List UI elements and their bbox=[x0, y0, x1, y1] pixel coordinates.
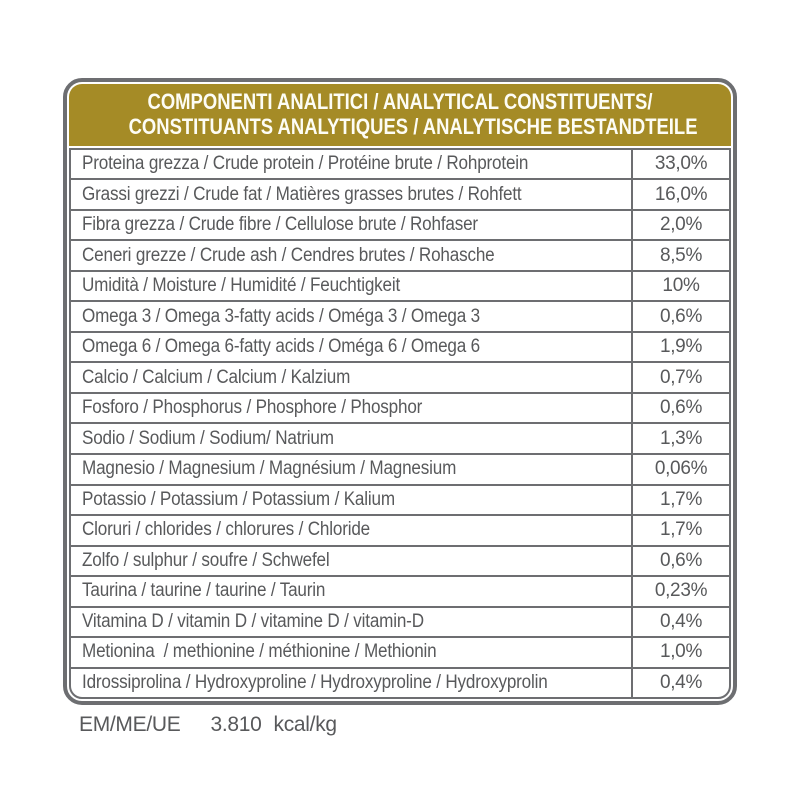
energy-label: EM/ME/UE bbox=[79, 713, 181, 736]
row-label-text: Sodio / Sodium / Sodium/ Natrium bbox=[82, 427, 334, 449]
row-label bbox=[71, 150, 631, 179]
row-label-text: Idrossiprolina / Hydroxyproline / Hydroxyproline / Hydroxyprolin bbox=[82, 671, 548, 693]
row-label bbox=[71, 577, 631, 606]
row-label bbox=[71, 516, 631, 545]
table-row bbox=[71, 606, 729, 637]
row-label-text: Omega 6 / Omega 6-fatty acids / Oméga 6 / Omega 6 bbox=[82, 336, 480, 358]
row-label bbox=[71, 638, 631, 667]
row-value: 0,23% bbox=[631, 577, 729, 606]
energy-line bbox=[79, 713, 337, 737]
table-row bbox=[71, 575, 729, 606]
row-label-text: Taurina / taurine / taurine / Taurin bbox=[82, 580, 326, 602]
table-title-line-2: CONSTITUANTS ANALYTIQUES / ANALYTISCHE BESTANDTEILE bbox=[128, 114, 698, 140]
energy-unit: kcal/kg bbox=[273, 713, 337, 736]
table-row bbox=[71, 150, 729, 179]
row-value: 1,9% bbox=[631, 333, 729, 362]
row-value: 10% bbox=[631, 272, 729, 301]
table-row bbox=[71, 545, 729, 576]
row-value: 1,0% bbox=[631, 638, 729, 667]
table-row bbox=[71, 484, 729, 515]
row-label-text: Proteina grezza / Crude protein / Protéine brute / Rohprotein bbox=[82, 153, 529, 175]
row-label bbox=[71, 424, 631, 453]
analytical-constituents-panel bbox=[63, 78, 737, 705]
row-value: 33,0% bbox=[631, 150, 729, 179]
row-label-text: Magnesio / Magnesium / Magnésium / Magnesium bbox=[82, 458, 457, 480]
table-row bbox=[71, 209, 729, 240]
row-label bbox=[71, 211, 631, 240]
row-value: 0,4% bbox=[631, 669, 729, 698]
energy-value: 3.810 bbox=[210, 713, 262, 736]
row-label-text: Cloruri / chlorides / chlorures / Chloride bbox=[82, 519, 370, 541]
row-value: 1,3% bbox=[631, 424, 729, 453]
row-label bbox=[71, 394, 631, 423]
row-label-text: Grassi grezzi / Crude fat / Matières grasses brutes / Rohfett bbox=[82, 183, 522, 205]
row-value: 0,6% bbox=[631, 394, 729, 423]
row-label-text: Ceneri grezze / Crude ash / Cendres brutes / Rohasche bbox=[82, 244, 495, 266]
table-row bbox=[71, 667, 729, 698]
table-row bbox=[71, 178, 729, 209]
table-row bbox=[71, 422, 729, 453]
table-row bbox=[71, 239, 729, 270]
table-row bbox=[71, 392, 729, 423]
table-row bbox=[71, 331, 729, 362]
table-row bbox=[71, 514, 729, 545]
row-label-text: Metionina / methionine / méthionine / Methionin bbox=[82, 641, 437, 663]
row-label bbox=[71, 333, 631, 362]
row-label-text: Omega 3 / Omega 3-fatty acids / Oméga 3 / Omega 3 bbox=[82, 305, 480, 327]
row-label bbox=[71, 241, 631, 270]
row-label-text: Fibra grezza / Crude fibre / Cellulose brute / Rohfaser bbox=[82, 214, 478, 236]
row-label bbox=[71, 302, 631, 331]
row-label bbox=[71, 669, 631, 698]
row-label-text: Fosforo / Phosphorus / Phosphore / Phosphor bbox=[82, 397, 423, 419]
row-value: 2,0% bbox=[631, 211, 729, 240]
row-label bbox=[71, 455, 631, 484]
row-value: 0,06% bbox=[631, 455, 729, 484]
row-value: 1,7% bbox=[631, 486, 729, 515]
row-label bbox=[71, 486, 631, 515]
table-row bbox=[71, 636, 729, 667]
table-row bbox=[71, 270, 729, 301]
table-row bbox=[71, 453, 729, 484]
row-label bbox=[71, 363, 631, 392]
row-value: 8,5% bbox=[631, 241, 729, 270]
row-value: 0,4% bbox=[631, 608, 729, 637]
row-label-text: Calcio / Calcium / Calcium / Kalzium bbox=[82, 366, 351, 388]
row-label-text: Vitamina D / vitamin D / vitamine D / vitamin-D bbox=[82, 610, 424, 632]
row-label bbox=[71, 547, 631, 576]
row-value: 0,6% bbox=[631, 302, 729, 331]
constituents-table bbox=[69, 148, 731, 699]
row-label bbox=[71, 272, 631, 301]
table-row bbox=[71, 300, 729, 331]
row-value: 0,7% bbox=[631, 363, 729, 392]
table-title-line-1: COMPONENTI ANALITICI / ANALYTICAL CONSTITUENTS/ bbox=[147, 89, 653, 114]
row-label bbox=[71, 180, 631, 209]
row-label-text: Zolfo / sulphur / soufre / Schwefel bbox=[82, 549, 330, 571]
row-label-text: Potassio / Potassium / Potassium / Kalium bbox=[82, 488, 395, 510]
row-label-text: Umidità / Moisture / Humidité / Feuchtigkeit bbox=[82, 275, 401, 297]
row-label bbox=[71, 608, 631, 637]
row-value: 1,7% bbox=[631, 516, 729, 545]
table-row bbox=[71, 361, 729, 392]
row-value: 0,6% bbox=[631, 547, 729, 576]
table-header bbox=[69, 84, 731, 146]
row-value: 16,0% bbox=[631, 180, 729, 209]
